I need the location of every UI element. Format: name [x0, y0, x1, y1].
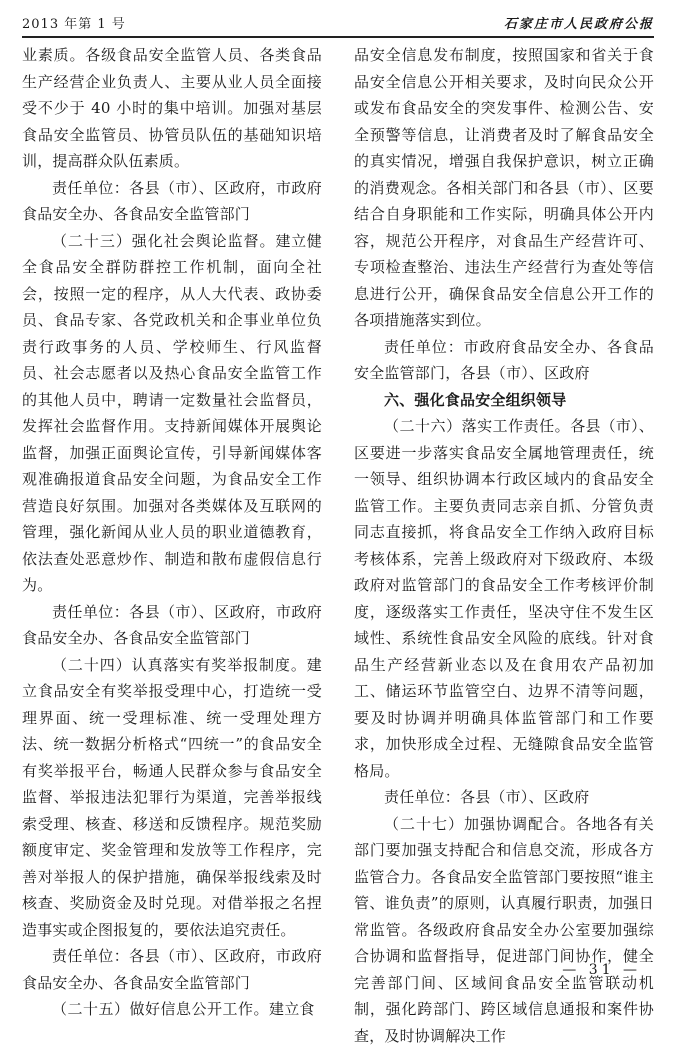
paragraph-text: 建立健全食品安全群防群控工作机制，面向全社会，按照一定的程序，从人大代表、政协委员、食品专家、各党政机关和企事业单位负责行政事务的人员、学校师生、行风监督员、社会志愿者以及热心食品安全监管工作的其他人员中，聘请一定数量社会监督员，发挥社会监督作用。支持新闻媒体开展舆论监督，加强正面舆论宣传，引导新闻媒体客观准确报道食品安全问题，为食品安全工作营造良好氛围。加强对各类媒体及互联网的管理，强化新闻从业人员的职业道德教育，依法查处恶意炒作、制造和散布虚假信息行为。 — [22, 232, 322, 595]
paragraph-text: 建立食品安全有奖举报受理中心，打造统一受理界面、统一受理标准、统一受理处理方法、统一数据分析格式“四统一”的食品安全有奖举报平台，畅通人民群众参与食品安全监督、举报违法犯罪行为渠道，完善举报线索受理、核查、移送和反馈程序。规范奖励额度审定、奖金管理和发放等工作程序，完善对举报人的保护措施，确保举报线索及时核查、奖励资金及时兑现。对借举报之名捏造事实或企图报复的，要依法追究责任。 — [22, 656, 322, 939]
paragraph — [22, 652, 322, 944]
paragraph-text: 各地各有关部门要加强支持配合和信息交流，形成各方监管合力。各食品安全监管部门要按照“谁主管、谁负责”的原则，认真履行职责，加强日常监管。各级政府食品安全办公室要加强综合协调和监督指导，促进部门间协作，健全完善部门间、区域间食品安全监管联动机制，强化跨部门、跨区域信息通报和案件协查，及时协调解决工作 — [354, 815, 654, 1045]
paragraph: 责任单位：各县（市）、区政府，市政府食品安全办、各食品安全监管部门 — [22, 175, 322, 228]
issue-label: 2013 年第 1 号 — [22, 16, 126, 34]
paragraph-lead: （二十六）落实工作责任。 — [384, 417, 570, 435]
paragraph-lead: （二十七）加强协调配合。 — [384, 815, 576, 833]
left-column — [22, 42, 322, 1023]
paragraph: 责任单位：各县（市）、区政府 — [354, 784, 654, 811]
paragraph: 业素质。各级食品安全监管人员、各类食品生产经营企业负责人、主要从业人员全面接受不少于 40 小时的集中培训。加强对基层食品安全监管员、协管员队伍的基础知识培训，提高群众队伍素质。 — [22, 42, 322, 175]
header-rule — [22, 36, 654, 38]
paragraph: 责任单位：各县（市）、区政府，市政府食品安全办、各食品安全监管部门 — [22, 599, 322, 652]
page-number: — 31 — — [562, 962, 641, 978]
paragraph-text: 各县（市）、区要进一步落实食品安全属地管理责任，统一领导、组织协调本行政区域内的食品安全监管工作。主要负责同志亲自抓、分管负责同志直接抓，将食品安全工作纳入政府目标考核体系，完善上级政府对下级政府、本级政府对监管部门的食品安全工作考核评价制度，逐级落实工作责任，坚决守住不发生区域性、系统性食品安全风险的底线。针对食品生产经营新业态以及在食用农产品初加工、储运环节监管空白、边界不清等问题，要及时协调并明确具体监管部门和工作要求，加快形成全过程、无缝隙食品安全监管格局。 — [354, 417, 654, 780]
paragraph: 责任单位：市政府食品安全办、各食品安全监管部门，各县（市）、区政府 — [354, 334, 654, 387]
paragraph: 责任单位：各县（市）、区政府，市政府食品安全办、各食品安全监管部门 — [22, 943, 322, 996]
paragraph-lead: （二十三）强化社会舆论监督。 — [52, 232, 275, 250]
paragraph-lead: （二十五）做好信息公开工作。 — [52, 1000, 269, 1018]
paragraph — [354, 413, 654, 784]
paragraph-text: 建立食 — [269, 1000, 315, 1018]
paragraph-lead: （二十四）认真落实有奖举报制度。 — [52, 656, 307, 674]
publication-title: 石家庄市人民政府公报 — [504, 16, 654, 34]
paragraph: 品安全信息发布制度，按照国家和省关于食品安全信息公开相关要求，及时向民众公开或发布食品安全的突发事件、检测公告、安全预警等信息，让消费者及时了解食品安全的真实情况，增强自我保护意识，树立正确的消费观念。各相关部门和各县（市）、区要结合自身职能和工作实际，明确具体公开内容，规范公开程序，对食品生产经营许可、专项检查整治、违法生产经营行为查处等信息进行公开，确保食品安全信息公开工作的各项措施落实到位。 — [354, 42, 654, 334]
section-heading: 六、强化食品安全组织领导 — [354, 387, 654, 414]
paragraph — [22, 996, 322, 1023]
paragraph — [354, 811, 654, 1049]
paragraph — [22, 228, 322, 599]
page-header — [22, 16, 654, 36]
right-column — [354, 42, 654, 1049]
